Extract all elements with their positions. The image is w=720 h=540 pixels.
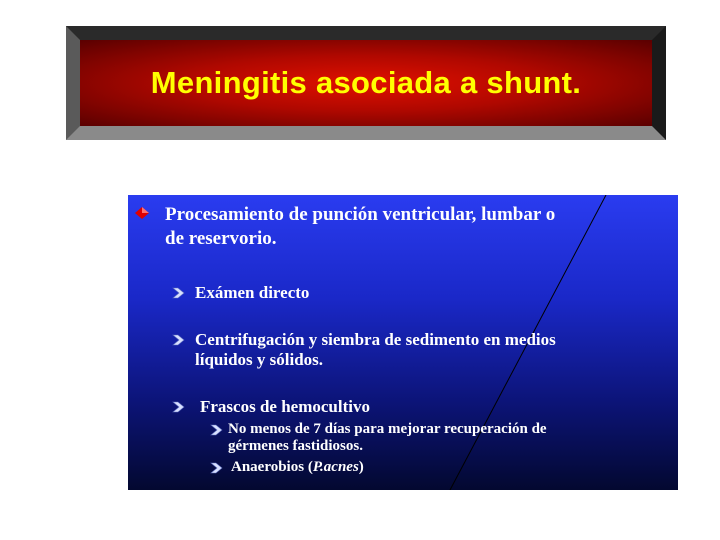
sub-bullet-text-1: Exámen directo [195,283,310,302]
content-panel [128,195,678,490]
main-bullet-text: Procesamiento de punción ventricular, lumbar o de reservorio. [165,204,556,249]
title-bar [66,26,666,140]
chevron-bullet-icon [172,334,188,346]
slide-title: Meningitis asociada a shunt. [150,65,582,100]
sub-bullet-text-3: Frascos de hemocultivo [200,397,370,416]
subsub-bullet-text-2: Anaerobios (P.acnes) [231,459,364,475]
chevron-bullet-icon [172,401,188,413]
chevron-bullet-icon [172,287,188,299]
sub-bullet-text-2: Centrifugación y siembra de sedimento en medios líquidos y sólidos. [195,330,556,369]
subsub-bullet-text-1: No menos de 7 días para mejorar recuperación de gérmenes fastidiosos. [228,421,547,454]
diamond-bullet-icon [134,206,150,220]
chevron-bullet-icon [210,462,226,474]
chevron-bullet-icon [210,424,226,436]
